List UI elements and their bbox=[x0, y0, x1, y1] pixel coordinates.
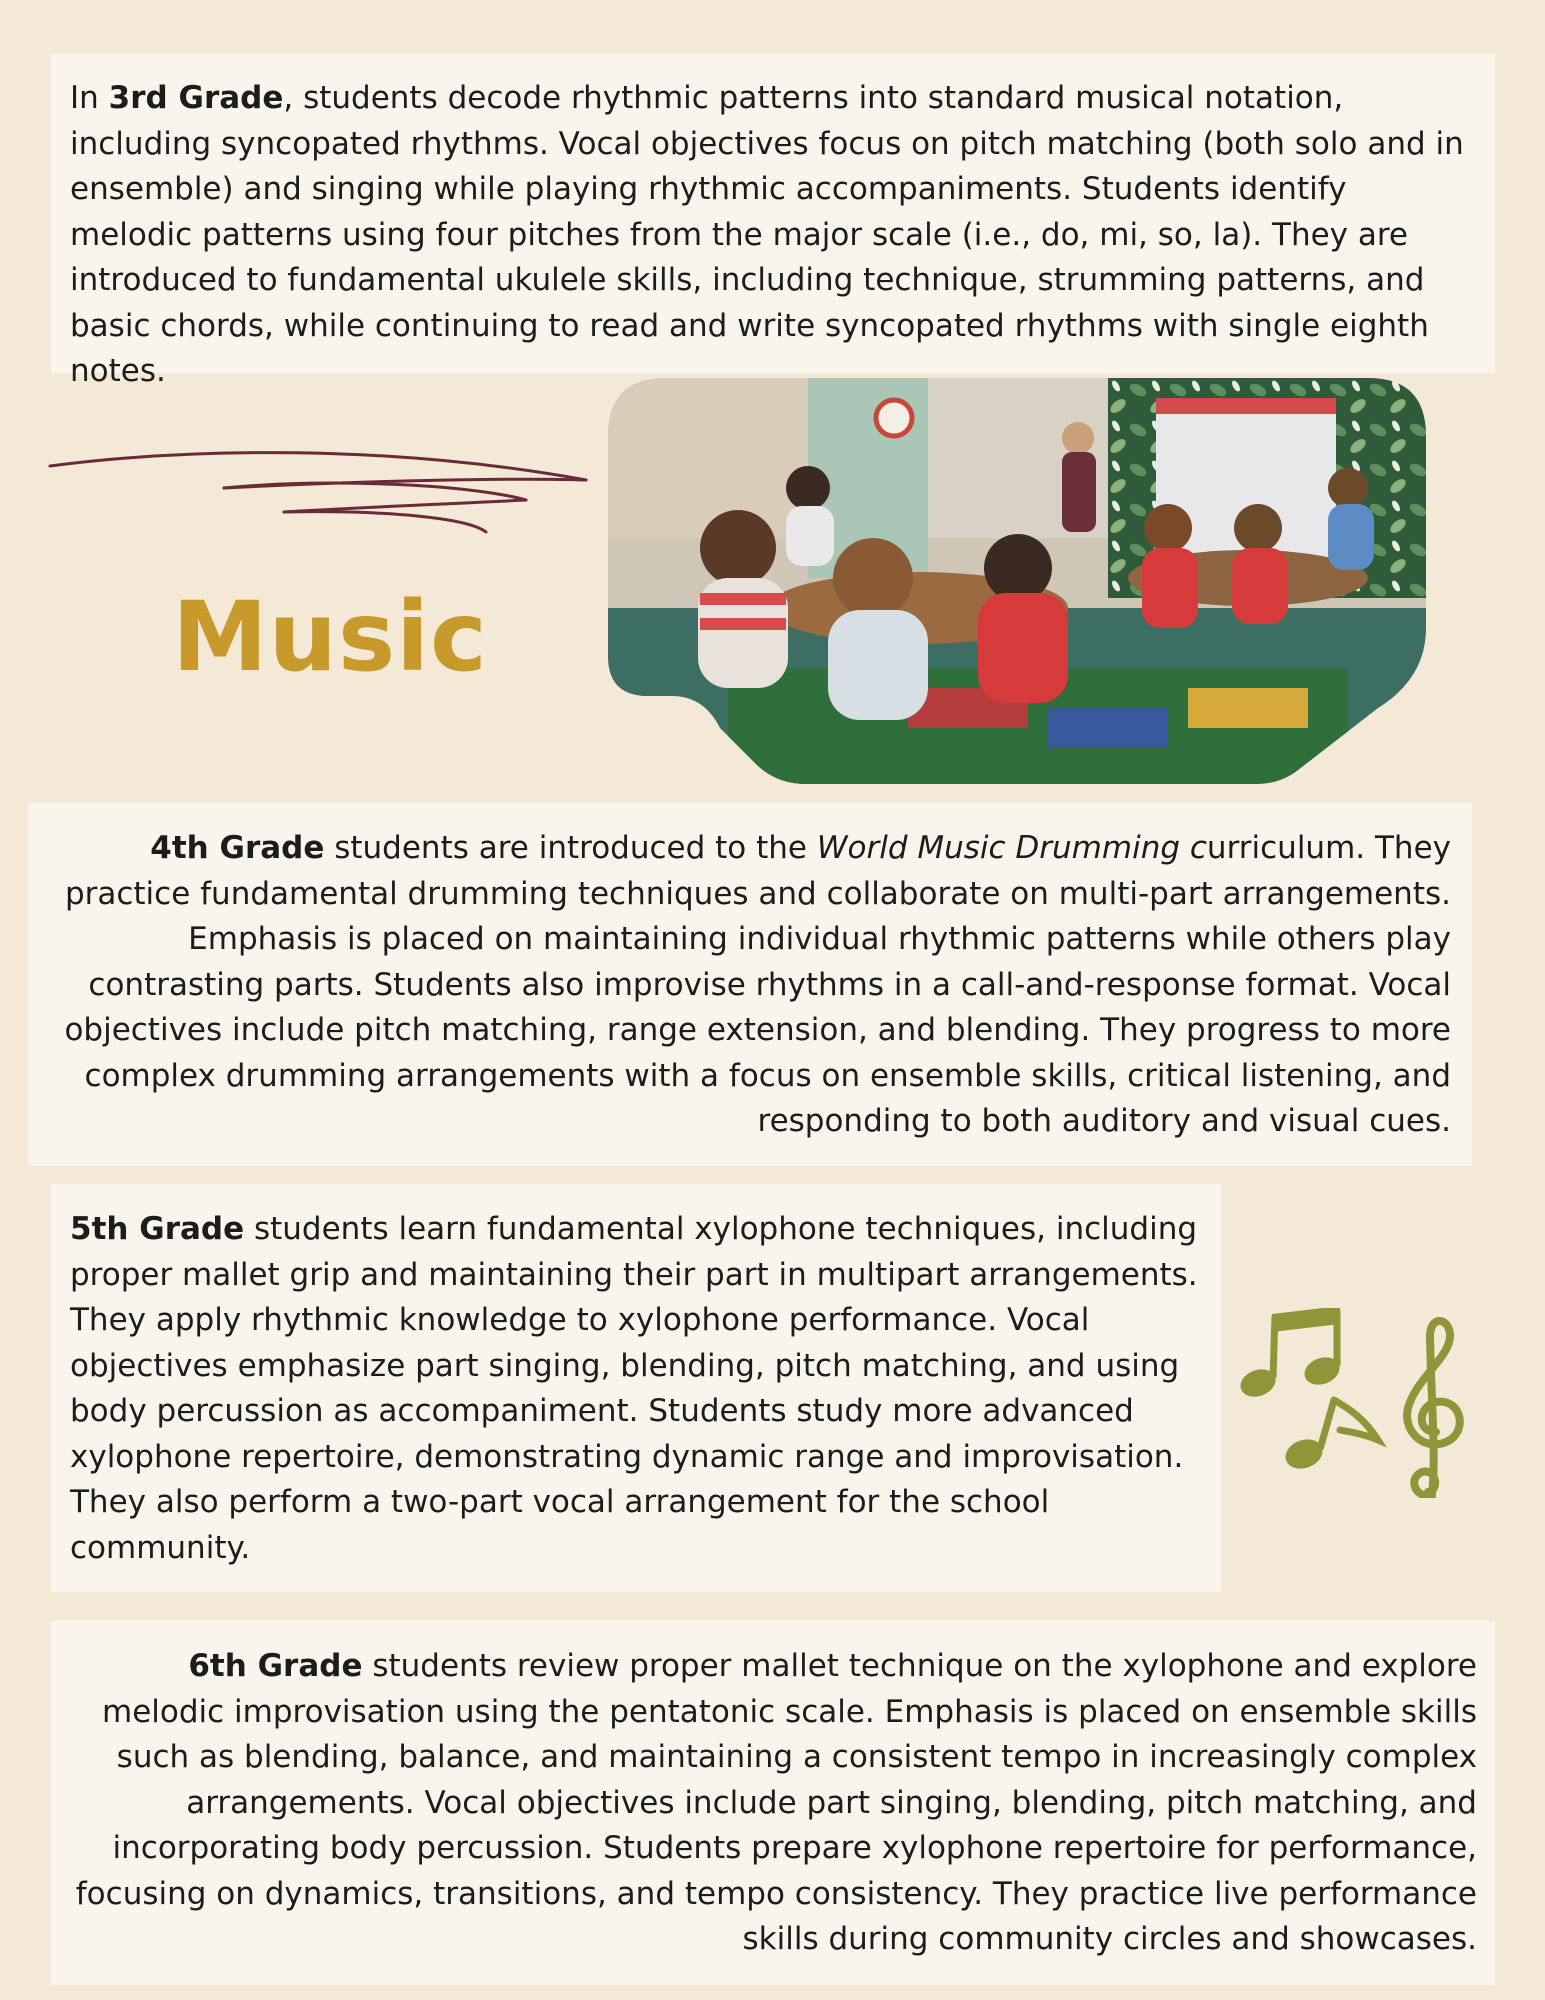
grade-6-section bbox=[51, 1621, 1495, 1985]
grade-4-text: 4th Grade students are introduced to the World Music Drumming curriculum. They practice fundamental drumming techniques and collaborate on multi-part arrangements. Emphasis is placed on maintaining individual rhythmic patterns while others play contrasting parts. Students also improvise rhythms in a call-and-response format. Vocal objectives include pitch matching, range extension, and blending. They progress to more complex drumming arrangements with a focus on ensemble skills, critical listening, and responding to both auditory and visual cues. bbox=[64, 830, 1451, 1139]
music-notes-icon bbox=[1236, 1308, 1476, 1498]
grade-3-text: In 3rd Grade, students decode rhythmic patterns into standard musical notation, including syncopated rhythms. Vocal objectives focus on pitch matching (both solo and in ensemble) and singing while playing rhythmic accompaniments. Students identify melodic patterns using four pitches from the major scale (i.e., do, mi, so, la). They are introduced to fundamental ukulele skills, including technique, strumming patterns, and basic chords, while continuing to read and write syncopated rhythms with single eighth notes. bbox=[70, 80, 1464, 389]
grade-6-text: 6th Grade students review proper mallet technique on the xylophone and explore melodic improvisation using the pentatonic scale. Emphasis is placed on ensemble skills such as blending, balance, and maintaining a consistent tempo in increasingly complex arrangements. Vocal objectives include part singing, blending, pitch matching, and incorporating body percussion. Students prepare xylophone repertoire for performance, focusing on dynamics, transitions, and tempo consistency. They practice live performance skills during community circles and showcases. bbox=[75, 1648, 1477, 1957]
curriculum-name: World Music Drumming c bbox=[816, 830, 1207, 866]
grade-3-section bbox=[51, 54, 1495, 389]
page-title: Music bbox=[172, 581, 488, 693]
grade-5-section bbox=[51, 1184, 1221, 1592]
grade-4-heading: 4th Grade bbox=[150, 830, 325, 866]
decorative-squiggle-icon bbox=[48, 440, 593, 540]
grade-5-heading: 5th Grade bbox=[70, 1211, 245, 1247]
classroom-photo bbox=[608, 378, 1426, 784]
grade-4-section bbox=[28, 803, 1472, 1166]
grade-5-text: 5th Grade students learn fundamental xylophone techniques, including proper mallet grip and maintaining their part in multipart arrangements. They apply rhythmic knowledge to xylophone performance. Vocal objectives emphasize part singing, blending, pitch matching, and using body percussion as accompaniment. Students study more advanced xylophone repertoire, demonstrating dynamic range and improvisation. They also perform a two-part vocal arrangement for the school community. bbox=[70, 1211, 1198, 1566]
grade-3-heading: 3rd Grade bbox=[108, 80, 284, 116]
grade-6-heading: 6th Grade bbox=[188, 1648, 363, 1684]
